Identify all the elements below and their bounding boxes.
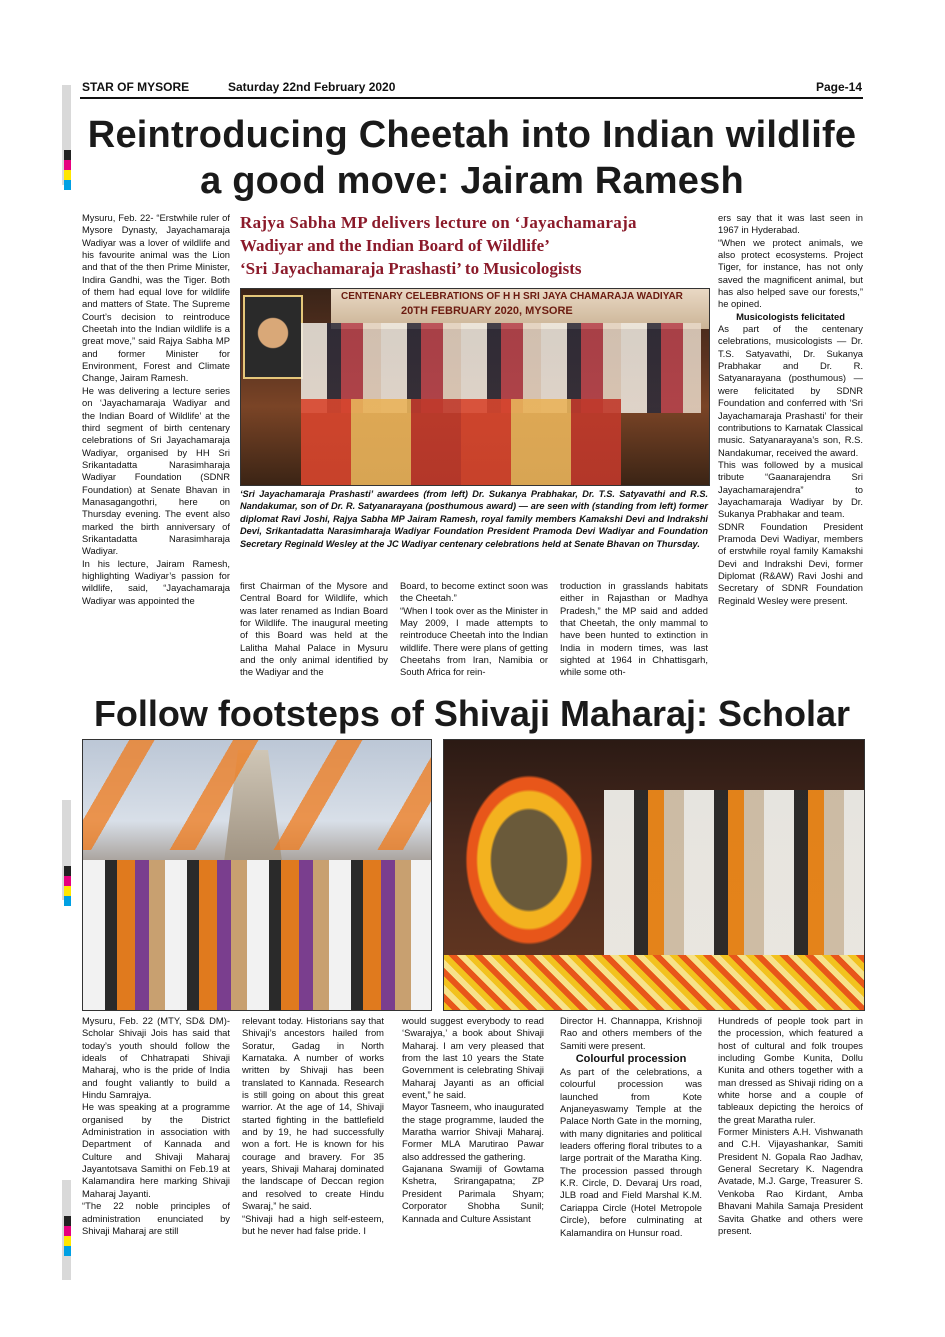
column-5-part-2: As part of the centenary celebrations, musicologists — Dr. T.S. Satyavathi, Dr. Sukanya Prabhakar and Dr. R. Satyanarayana (posthumous) — were felicitated by SDNR Foundation and conferred with ‘Sri Jayachamaraja Prashasti’ for their contributions to Karnatak Classical music. Satyanarayana’s son, R.S. Nandakumar, received the award. This was followed by a musical tribute “Gaanarajendra Sri Jayachamarajendra” to Jayachamaraja Wadiyar by Dr. Sukanya Prabhakar and team. SDNR Foundation President Pramoda Devi Wadiyar, members of erstwhile royal family Kamakshi Devi and Indrakshi Devi, former Diplomat (R&AW) Ravi Joshi and Secretary of SDNR Foundation Reginald Wesley were present.: [718, 323, 863, 606]
headline-line-1: Reintroducing Cheetah into Indian wildlife: [87, 114, 857, 156]
floral-tribute-photo: [443, 739, 865, 1011]
headline-line-2: a good move: Jairam Ramesh: [200, 160, 744, 202]
subhead-colourful-procession: Colourful procession: [575, 1053, 687, 1066]
story2-column-4: [560, 1015, 702, 1271]
portrait-inset: [243, 295, 303, 379]
seated-awardees: [301, 399, 621, 485]
issue-date: Saturday 22nd February 2020: [228, 80, 396, 94]
column-4-part-1: Director H. Channappa, Krishnoji Rao and others members of the Samiti were present.: [560, 1015, 702, 1051]
deck-line-2: Wadiyar and the Indian Board of Wildlife’: [240, 236, 550, 255]
story1-column-1: Mysuru, Feb. 22- “Erstwhile ruler of Mysore Dynasty, Jayachamaraja Wadiyar was a lover of wildlife and his favourite animal was the Lion and that of the then Prime Minister, Indira Gandhi, was the Tiger. Both of them had equal love for wildlife and matters of State. The Supreme Court’s decision to reintroduce Cheetah into the Indian wildlife is a great move,” said Rajya Sabha MP and former Minister for Environment, Forest and Climate Change, Jairam Ramesh. He was delivering a lecture series on ‘Jayachamaraja Wadiyar and the Indian Board of Wildlife’ at the third segment of birth centenary celebrations of Sri Jayachamaraja Wadiyar, organised by HH Sri Srikantadatta Narasimharaja Wadiyar Foundation (SDNR Foundation) at Senate Bhavan in Manasagangothri, here on Thursday evening. The event also marked the birth anniversary of Srikantadatta Narasimharaja Wadiyar. In his lecture, Jairam Ramesh, highlighting Wadiyar’s passion for wildlife, said, “Jayachamaraja Wadiyar was appointed the: [82, 212, 230, 606]
colour-registration-mark: [64, 1216, 71, 1256]
deck-line-3: ‘Sri Jayachamaraja Prashasti’ to Musicologists: [240, 259, 582, 278]
paper-name: STAR OF MYSORE: [82, 80, 190, 94]
awardees-group-photo: [240, 288, 710, 486]
story1-column-3: Board, to become extinct soon was the Cheetah.” “When I took over as the Minister in May 2009, I made attempts to reintroduce Cheetah into the Indian wildlife. There were plans of getting Cheetahs from Iran, Namibia or South Africa for rein-: [400, 580, 548, 678]
column-5-part-1: ers say that it was last seen in 1967 in Hyderabad. “When we protect animals, we also protect ecosystems. Project Tiger, for instance, has not only saved the magnificent animal, but has also helped save our forests,” he opined.: [718, 212, 863, 310]
crowd: [83, 860, 431, 1010]
story2-column-3: would suggest everybody to read ‘Swarajya,’ a book about Shivaji Maharaj. I am very pleased that from the last 10 years the State Government is celebrating Shivaji Maharaj Jayanti as an official event,” he said. Mayor Tasneem, who inaugurated the stage programme, lauded the Maratha warrior Shivaji Maharaj. Former MLA Marutirao Pawar also addressed the gathering. Gajanana Swamiji of Gowtama Kshetra, Srirangapatna; ZP President Parimala Shyam; Corporator Shobha Sunil; Kannada and Culture Assistant: [402, 1015, 544, 1224]
flower-petals: [444, 955, 864, 1010]
story1-headline: [64, 112, 880, 204]
subhead-musicologists: Musicologists felicitated: [736, 310, 845, 322]
story1-column-2: first Chairman of the Mysore and Central Board for Wildlife, which was later renamed as Indian Board for Wildlife. The inaugural meeting of this Board was held at the Lalitha Mahal Palace in Mysuru and the only animal identified by the Wadiyar and the: [240, 580, 388, 678]
story1-column-5: [718, 212, 863, 692]
shivaji-portrait-garland: [454, 760, 604, 960]
procession-photo: [82, 739, 432, 1011]
story1-column-4: troduction in grasslands habitats either in Rajasthan or Madhya Pradesh,” the MP said and added that Cheetah, the only mammal to have been hunted to extinction in India in modern times, was last sighted at 1964 in Chhattisgarh, while some oth-: [560, 580, 708, 678]
story2-headline: Follow footsteps of Shivaji Maharaj: Scholar: [93, 693, 851, 734]
story1-deck: [240, 211, 710, 280]
saffron-flags: [83, 740, 431, 850]
photo-banner-line-2: 20TH FEBRUARY 2020, MYSORE: [401, 305, 573, 317]
story2-column-1: Mysuru, Feb. 22 (MTY, SD& DM)- Scholar Shivaji Jois has said that today’s youth should follow the ideals of Chhatrapati Shivaji Maharaj, who is the pride of India and fought valiantly to build a Hindu Samrajya. He was speaking at a programme organised by the District Administration in association with Department of Kannada and Culture and Shivaji Maharaj Jayantotsava Samithi on Feb.19 at Kalamandira here marking Shivaji Maharaj Jayanti. “The 22 noble principles of administration enunciated by Shivaji Maharaj are still: [82, 1015, 230, 1236]
masthead-rule: [80, 97, 863, 99]
story2-column-5: Hundreds of people took part in the procession, which featured a host of cultural and folk troupes including Gombe Kunita, Dollu Kunita and others together with a man dressed as Shivaji riding on a white horse and a couple of tableaux depicting the heroics of the great Maratha ruler. Former Ministers A.H. Vishwanath and C.H. Vijayashankar, Samiti President N. Gopala Rao Jadhav, General Secretary K. Nagendra Avatade, M.J. Garge, Treasurer S. Venkoba Rao Kirdant, Amba Bhavani Mahila Samaja President Savita Ghatke and others were present.: [718, 1015, 863, 1236]
colour-registration-mark: [64, 866, 71, 906]
photo-banner-line-1: CENTENARY CELEBRATIONS OF H H SRI JAYA CHAMARAJA WADIYAR: [341, 291, 683, 302]
story1-photo-caption: ‘Sri Jayachamaraja Prashasti’ awardees (from left) Dr. Sukanya Prabhakar, Dr. T.S. Satyavathi and R.S. Nandakumar, son of Dr. R. Satyanarayana (posthumous award) — are seen with (standing from left) former diplomat Ravi Joshi, Rajya Sabha MP Jairam Ramesh, royal family members Kamakshi Devi and Indrakshi Devi, Srikantadatta Narasimharaja Wadiyar Foundation President Pramoda Devi Wadiyar and Foundation Secretary Reginald Wesley at the JC Wadiyar centenary celebrations held at Senate Bhavan on Thursday.: [240, 489, 708, 549]
story2-column-2: relevant today. Historians say that Shivaji’s ancestors hailed from Soratur, Gadag in North Karnataka. A number of works written by Shivaji has been translated to Kannada. Research is still going on about this great warrior. At the age of 14, Shivaji started fighting in the battlefield and by 19, he had successfully won a fort. He is known for his courage and bravery. For 35 years, Shivaji Maharaj dominated the landscape of Deccan region and resolved to create Hindu Swaraj,” he said. “Shivaji had a high self-esteem, but he never had false pride. I: [242, 1015, 384, 1236]
page-number: Page-14: [815, 80, 862, 94]
column-4-part-2: As part of the celebrations, a colourful procession was launched from Kote Anjaneyaswamy Temple at the Palace North Gate in the morning, with many dignitaries and political leaders offering floral tributes to a large portrait of the Maratha King. The procession passed through K.R. Circle, D. Devaraj Urs road, JLB road and Field Marshal K.M. Cariappa Circle (Hotel Metropole Circle), before culminating at Kalamandira on Hunsur road.: [560, 1066, 702, 1238]
deck-line-1: Rajya Sabha MP delivers lecture on ‘Jayachamaraja: [240, 213, 637, 232]
